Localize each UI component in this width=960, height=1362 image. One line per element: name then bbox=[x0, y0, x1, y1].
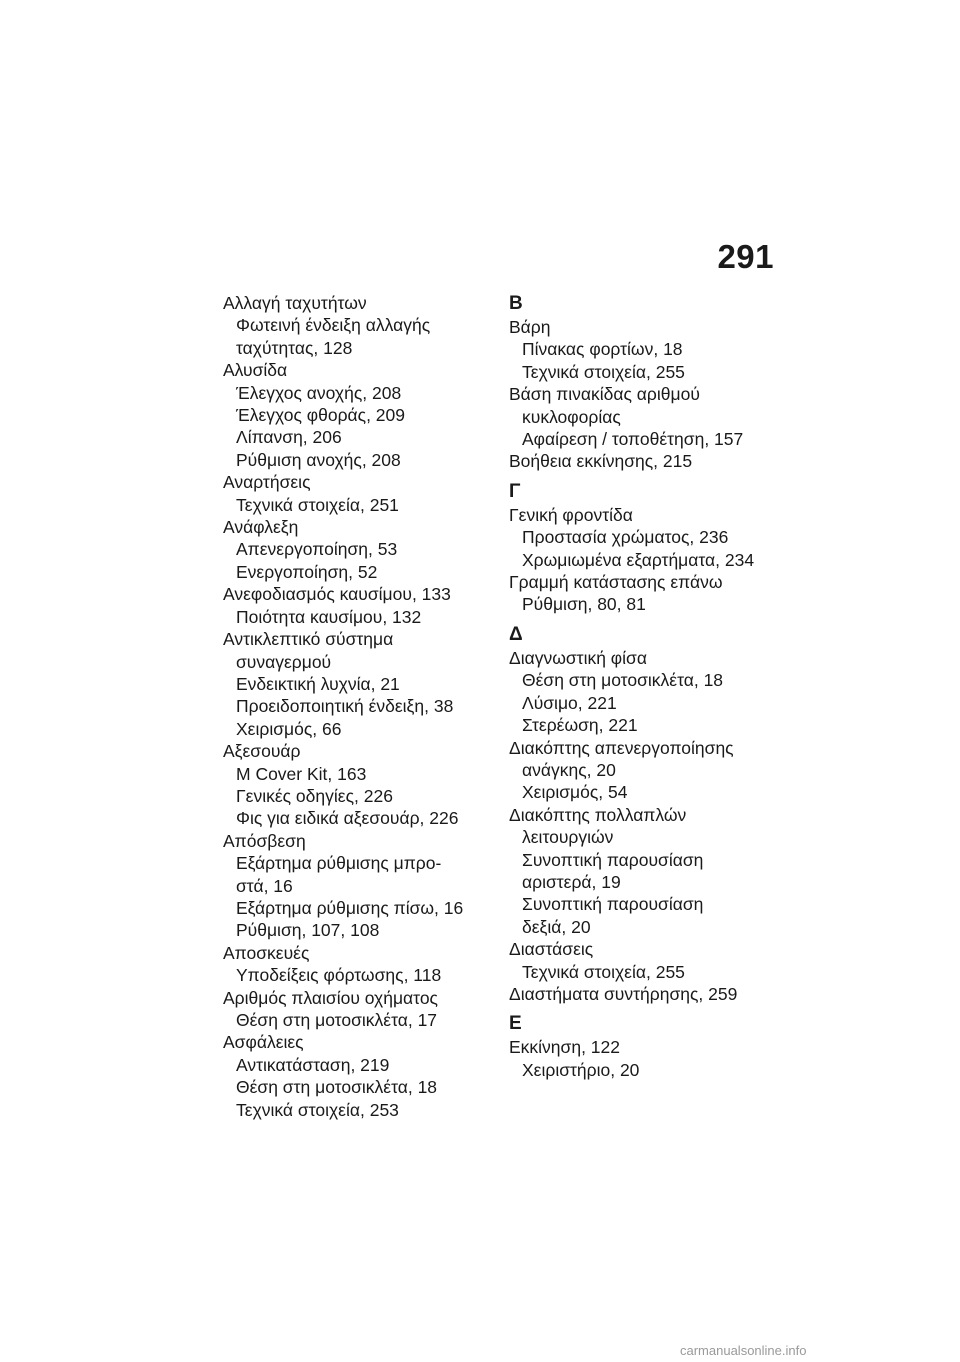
index-entry: Διαγνωστική φίσα bbox=[509, 647, 647, 668]
index-subentry: Χειρισμός, 66 bbox=[236, 718, 342, 739]
index-entry: Αναρτήσεις bbox=[223, 472, 311, 493]
index-entry: Γραμμή κατάστασης επάνω bbox=[509, 572, 723, 593]
watermark: carmanualsonline.info bbox=[680, 1343, 807, 1358]
index-entry: Ανάφλεξη bbox=[223, 517, 299, 538]
index-subentry: Ρύθμιση, 80, 81 bbox=[522, 594, 646, 615]
index-subentry: Τεχνικά στοιχεία, 253 bbox=[236, 1099, 399, 1120]
index-subentry: Θέση στη μοτοσικλέτα, 18 bbox=[522, 670, 724, 691]
index-subentry: Λίπανση, 206 bbox=[236, 427, 342, 448]
index-entry: Αλυσίδα bbox=[223, 360, 288, 381]
index-subentry: συναγερμού bbox=[236, 651, 332, 672]
index-entry: Διακόπτης πολλαπλών bbox=[509, 804, 687, 825]
index-subentry: αριστερά, 19 bbox=[522, 871, 621, 892]
index-subentry: Απενεργοποίηση, 53 bbox=[236, 539, 398, 560]
index-entry: Βάση πινακίδας αριθμού bbox=[509, 384, 700, 405]
index-subentry: Υποδείξεις φόρτωσης, 118 bbox=[236, 965, 442, 986]
index-subentry: Έλεγχος ανοχής, 208 bbox=[236, 382, 402, 403]
index-entry: Αντικλεπτικό σύστημα bbox=[223, 629, 394, 650]
index-subentry: Έλεγχος φθοράς, 209 bbox=[236, 405, 406, 426]
index-subentry: Συνοπτική παρουσίαση bbox=[522, 894, 704, 915]
index-subentry: Ενδεικτική λυχνία, 21 bbox=[236, 673, 400, 694]
index-entry: Διαστήματα συντήρησης, 259 bbox=[509, 983, 738, 1004]
index-column-left bbox=[223, 292, 513, 1121]
index-subentry: Τεχνικά στοιχεία, 251 bbox=[236, 494, 399, 515]
index-subentry: κυκλοφορίας bbox=[522, 406, 621, 427]
index-subentry: ταχύτητας, 128 bbox=[236, 337, 353, 358]
index-subentry: Αντικατάσταση, 219 bbox=[236, 1054, 390, 1075]
index-subentry: Ρύθμιση, 107, 108 bbox=[236, 920, 380, 941]
index-subentry: Θέση στη μοτοσικλέτα, 18 bbox=[236, 1077, 438, 1098]
index-subentry: λειτουργιών bbox=[522, 827, 614, 848]
index-subentry: Τεχνικά στοιχεία, 255 bbox=[522, 361, 685, 382]
index-entry: Βάρη bbox=[509, 317, 551, 337]
index-subentry: Αφαίρεση / τοποθέτηση, 157 bbox=[522, 429, 744, 450]
index-subentry: Φις για ειδικά αξεσουάρ, 226 bbox=[236, 808, 459, 829]
index-letter-heading: Ε bbox=[509, 1013, 522, 1035]
index-entry: Αριθμός πλαισίου οχήματος bbox=[223, 987, 438, 1008]
index-letter-heading: Δ bbox=[509, 623, 523, 645]
index-subentry: Πίνακας φορτίων, 18 bbox=[522, 339, 683, 360]
index-entry: Διαστάσεις bbox=[509, 939, 594, 960]
index-subentry: δεξιά, 20 bbox=[522, 916, 591, 937]
index-subentry: Συνοπτική παρουσίαση bbox=[522, 849, 704, 870]
page-number: 291 bbox=[717, 238, 774, 275]
index-subentry: στά, 16 bbox=[236, 875, 293, 896]
index-subentry: Θέση στη μοτοσικλέτα, 17 bbox=[236, 1010, 438, 1030]
index-subentry: Χειριστήριο, 20 bbox=[522, 1059, 640, 1080]
index-subentry: Προειδοποιητική ένδειξη, 38 bbox=[236, 696, 454, 717]
index-letter-heading: Β bbox=[509, 293, 523, 314]
index-subentry: M Cover Kit, 163 bbox=[236, 763, 367, 784]
index-entry: Ασφάλειες bbox=[223, 1032, 304, 1053]
index-subentry: Ενεργοποίηση, 52 bbox=[236, 561, 378, 582]
index-entry: Βοήθεια εκκίνησης, 215 bbox=[509, 451, 693, 472]
index-column-right bbox=[509, 292, 789, 1081]
index-letter-heading: Γ bbox=[509, 480, 521, 502]
index-subentry: Ρύθμιση ανοχής, 208 bbox=[236, 449, 401, 470]
index-subentry: Γενικές οδηγίες, 226 bbox=[236, 785, 393, 806]
index-subentry: Φωτεινή ένδειξη αλλαγής bbox=[236, 315, 431, 336]
index-entry: Γενική φροντίδα bbox=[509, 504, 633, 525]
index-subentry: Στερέωση, 221 bbox=[522, 715, 638, 736]
index-subentry: Εξάρτημα ρύθμισης μπρο- bbox=[236, 853, 442, 874]
index-subentry: Λύσιμο, 221 bbox=[522, 692, 617, 713]
index-entry: Ανεφοδιασμός καυσίμου, 133 bbox=[223, 584, 451, 605]
index-subentry: Χειρισμός, 54 bbox=[522, 782, 628, 803]
index-entry: Διακόπτης απενεργοποίησης bbox=[509, 737, 734, 758]
index-subentry: Εξάρτημα ρύθμισης πίσω, 16 bbox=[236, 897, 464, 918]
index-entry: Απόσβεση bbox=[223, 830, 306, 851]
index-subentry: ανάγκης, 20 bbox=[522, 759, 616, 780]
index-subentry: Ποιότητα καυσίμου, 132 bbox=[236, 606, 422, 627]
index-entry: Αξεσουάρ bbox=[223, 741, 301, 762]
index-subentry: Προστασία χρώματος, 236 bbox=[522, 527, 729, 548]
index-entry: Εκκίνηση, 122 bbox=[509, 1037, 620, 1058]
index-entry: Αποσκευές bbox=[223, 942, 310, 963]
index-subentry: Τεχνικά στοιχεία, 255 bbox=[522, 961, 685, 982]
index-subentry: Χρωμιωμένα εξαρτήματα, 234 bbox=[522, 549, 755, 570]
index-entry: Αλλαγή ταχυτήτων bbox=[223, 293, 367, 313]
